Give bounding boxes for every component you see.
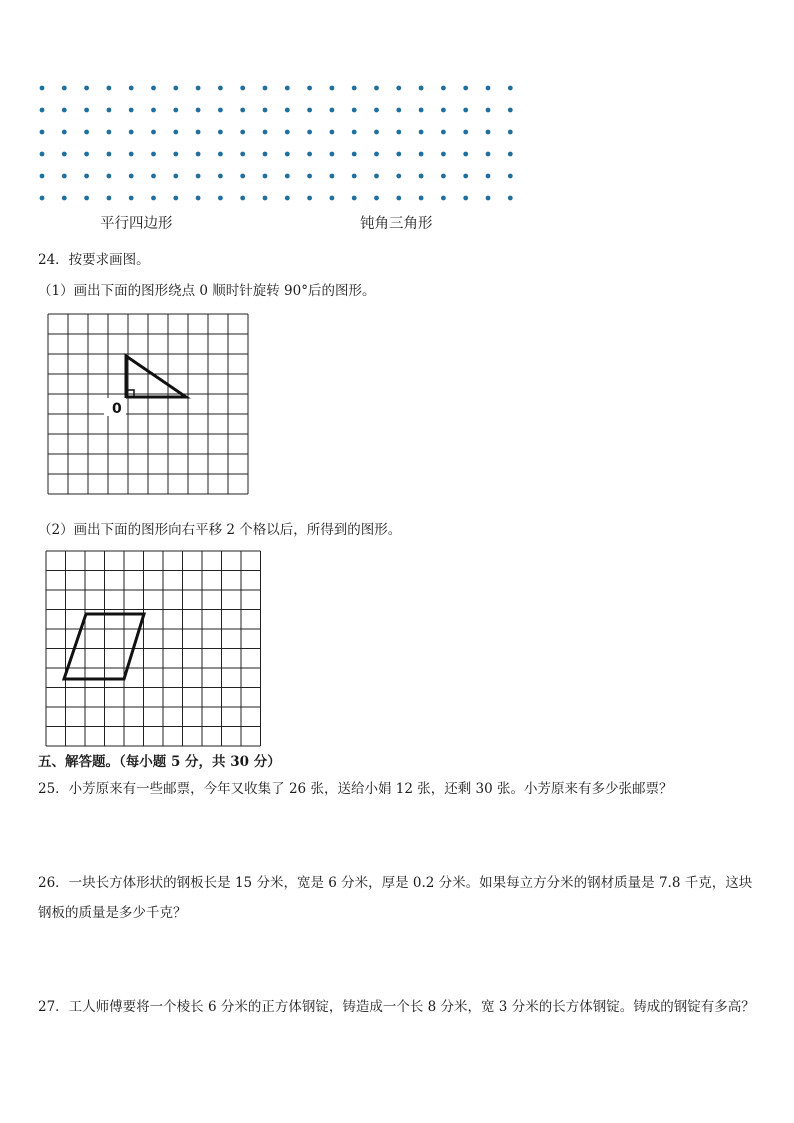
grid-dot (352, 108, 357, 113)
grid-dot (129, 86, 134, 91)
grid-dot (441, 174, 446, 179)
grid-dot (40, 130, 45, 135)
grid-dot (129, 196, 134, 201)
grid-dot (419, 174, 424, 179)
grid-dot (352, 196, 357, 201)
grid-dot (218, 152, 223, 157)
dot-grid-area (0, 0, 540, 215)
grid-dot (151, 130, 156, 135)
grid-dot (307, 174, 312, 179)
grid-dot (441, 196, 446, 201)
grid-dot (307, 86, 312, 91)
q24-part1: （1）画出下面的图形绕点 0 顺时针旋转 90°后的图形。 (38, 283, 376, 299)
grid-dot (419, 108, 424, 113)
grid-dot (374, 152, 379, 157)
grid-dot (396, 196, 401, 201)
grid-dot (196, 86, 201, 91)
grid-dot (307, 196, 312, 201)
translation-grid-figure (44, 549, 264, 747)
grid-dot (173, 174, 178, 179)
grid-dot (463, 86, 468, 91)
grid-dot (508, 86, 513, 91)
grid-dot (62, 152, 67, 157)
grid-dot (330, 86, 335, 91)
grid-dot (374, 86, 379, 91)
grid-dot (352, 86, 357, 91)
grid-dot (285, 174, 290, 179)
grid-dot (263, 196, 268, 201)
grid-dot (285, 108, 290, 113)
grid-dot (240, 196, 245, 201)
grid-dot (486, 196, 491, 201)
grid-dot (441, 130, 446, 135)
q27-text: 27．工人师傅要将一个棱长 6 分米的正方体钢锭，铸造成一个长 8 分米，宽 3 分米的长方体钢锭。铸成的钢锭有多高？ (38, 999, 755, 1015)
grid-dot (62, 174, 67, 179)
grid-dot (330, 108, 335, 113)
grid-dot (218, 174, 223, 179)
grid-dot (151, 174, 156, 179)
grid-dot (307, 152, 312, 157)
grid-dot (486, 174, 491, 179)
grid-dot (107, 108, 112, 113)
grid-dot (196, 152, 201, 157)
grid-dot (40, 108, 45, 113)
grid-dot (240, 152, 245, 157)
grid-dot (151, 86, 156, 91)
grid-dot (107, 196, 112, 201)
dot-grid-label-parallelogram: 平行四边形 (100, 216, 173, 232)
grid-dot (396, 86, 401, 91)
q24-title: 24．按要求画图。 (38, 252, 150, 268)
grid-dot (419, 196, 424, 201)
q26-line2: 钢板的质量是多少千克？ (38, 905, 187, 921)
rotation-grid-figure (44, 310, 254, 510)
grid-dot (463, 108, 468, 113)
grid-dot (419, 86, 424, 91)
grid-dot (62, 86, 67, 91)
right-triangle-shape (126, 356, 186, 397)
section5-heading: 五、解答题。（每小题 5 分，共 30 分） (38, 754, 281, 770)
grid-dot (129, 108, 134, 113)
grid-dot (151, 196, 156, 201)
grid-dot (40, 86, 45, 91)
grid-dot (263, 152, 268, 157)
grid-dot (330, 174, 335, 179)
grid-rotation (44, 310, 254, 510)
grid-dot (463, 130, 468, 135)
grid-dot (486, 86, 491, 91)
grid-dot (40, 196, 45, 201)
grid-dot (285, 152, 290, 157)
grid-dot (419, 152, 424, 157)
grid-dot (107, 130, 112, 135)
grid-dot (84, 108, 89, 113)
grid-dot (307, 108, 312, 113)
grid-dot (173, 130, 178, 135)
grid-dot (218, 86, 223, 91)
grid-dot (84, 196, 89, 201)
grid-dot (218, 196, 223, 201)
grid-dot (240, 130, 245, 135)
grid-dot (352, 130, 357, 135)
grid-dot (486, 130, 491, 135)
grid-dot (196, 130, 201, 135)
grid-dot (173, 86, 178, 91)
grid-dot (151, 108, 156, 113)
grid-dot (330, 152, 335, 157)
grid-translation (44, 549, 264, 747)
grid-dot (62, 130, 67, 135)
grid-dot (508, 174, 513, 179)
grid-dot (441, 152, 446, 157)
grid-dot (196, 196, 201, 201)
grid-dot (263, 86, 268, 91)
grid-dot (486, 108, 491, 113)
grid-dot (196, 174, 201, 179)
grid-dot (129, 130, 134, 135)
grid-dot (107, 152, 112, 157)
grid-dot (396, 174, 401, 179)
grid-dot (173, 196, 178, 201)
grid-dot (330, 130, 335, 135)
grid-dot (40, 174, 45, 179)
grid-dot (396, 130, 401, 135)
grid-dot (463, 196, 468, 201)
grid-dot (107, 174, 112, 179)
grid-dot (40, 152, 45, 157)
grid-dot (240, 174, 245, 179)
grid-dot (218, 108, 223, 113)
grid-dot (129, 152, 134, 157)
grid-dot (419, 130, 424, 135)
grid-dot (84, 174, 89, 179)
grid-dot (508, 152, 513, 157)
grid-dot (441, 108, 446, 113)
grid-dot (508, 108, 513, 113)
grid-dot (263, 130, 268, 135)
grid-dot (374, 130, 379, 135)
grid-dot (84, 86, 89, 91)
grid-dot (463, 152, 468, 157)
grid-dot (84, 130, 89, 135)
grid-dot (352, 152, 357, 157)
grid-dot (463, 174, 468, 179)
grid-dot (84, 152, 89, 157)
grid-dot (151, 152, 156, 157)
grid-dot (263, 174, 268, 179)
grid-dot (508, 196, 513, 201)
grid-dot (107, 86, 112, 91)
dot-grid-label-obtuse-triangle: 钝角三角形 (360, 216, 433, 232)
grid-dot (441, 86, 446, 91)
grid-dot (285, 86, 290, 91)
grid-dot (129, 174, 134, 179)
grid-dot (218, 130, 223, 135)
grid-dot (374, 196, 379, 201)
q26-line1: 26．一块长方体形状的钢板长是 15 分米，宽是 6 分米，厚是 0.2 分米。如果每立方分米的钢材质量是 7.8 千克，这块 (38, 875, 753, 891)
grid-dot (396, 108, 401, 113)
grid-dot (374, 108, 379, 113)
rotation-point-label: 0 (112, 401, 122, 417)
grid-dot (285, 130, 290, 135)
dot-grid (0, 0, 540, 215)
grid-dot (62, 196, 67, 201)
q25-text: 25．小芳原来有一些邮票，今年又收集了 26 张，送给小娟 12 张，还剩 30 张。小芳原来有多少张邮票？ (38, 781, 673, 797)
grid-dot (285, 196, 290, 201)
grid-dot (330, 196, 335, 201)
grid-dot (307, 130, 312, 135)
grid-dot (396, 152, 401, 157)
grid-dot (374, 174, 379, 179)
grid-dot (240, 86, 245, 91)
grid-dot (62, 108, 67, 113)
grid-dot (508, 130, 513, 135)
grid-dot (352, 174, 357, 179)
grid-dot (173, 152, 178, 157)
grid-dot (240, 108, 245, 113)
grid-dot (196, 108, 201, 113)
grid-dot (173, 108, 178, 113)
grid-dot (486, 152, 491, 157)
grid-dot (263, 108, 268, 113)
q24-part2: （2）画出下面的图形向右平移 2 个格以后，所得到的图形。 (38, 522, 402, 538)
